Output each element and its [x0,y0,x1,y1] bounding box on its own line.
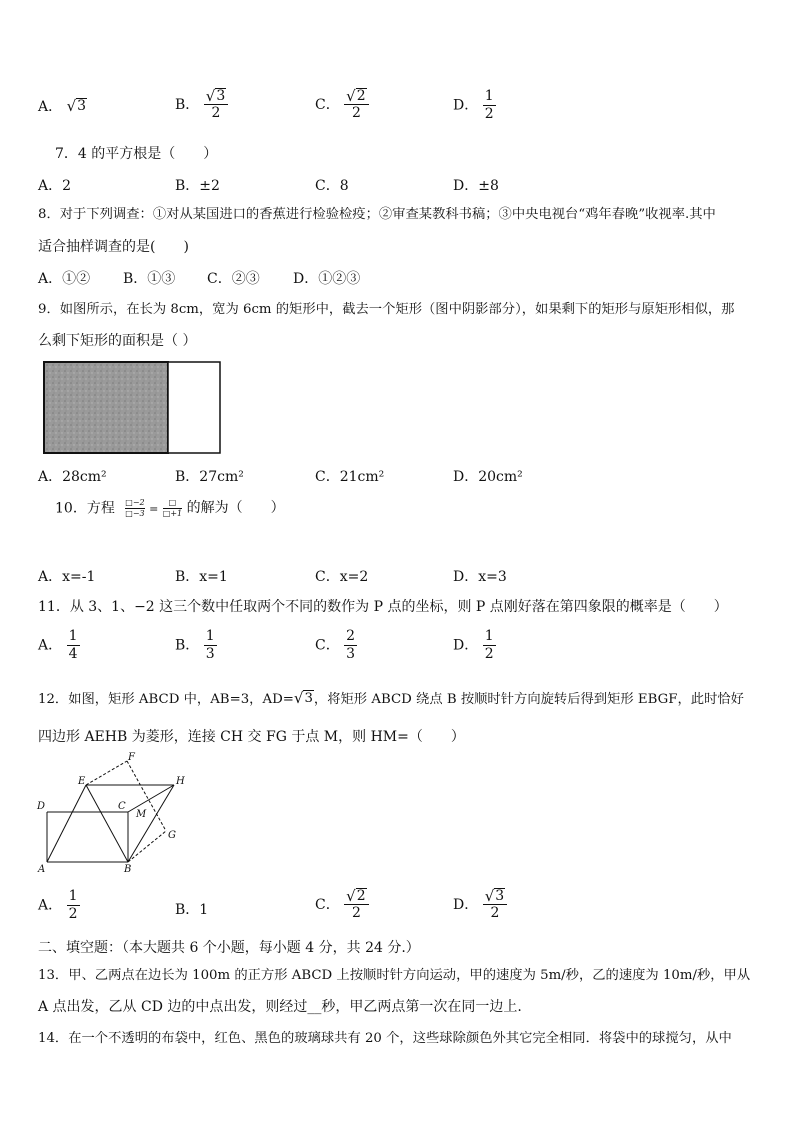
stem-suffix: 的解为（ ） [186,500,285,516]
q7-option-d: D．±8 [453,178,499,194]
stem-part: ，将矩形 ABCD 绕点 B 按顺时针方向旋转后得到矩形 EBGF，此时恰好 [313,692,744,707]
fraction [483,88,496,123]
q9-stem-line2: 么剩下矩形的面积是（ ） [38,333,197,349]
fraction [67,628,80,663]
q9-option-b: B．27cm² [175,469,244,485]
q6-option-d [453,88,496,123]
q11-option-b [175,628,217,663]
q6-option-a [38,96,87,116]
q6-option-b [175,88,228,122]
radicand: 3 [495,888,505,904]
q12-option-c [315,888,369,922]
radicand: 3 [77,98,87,114]
lhs-numerator: □−2 [125,498,145,507]
stem-part: 12．如图，矩形 ABCD 中，AB=3，AD= [38,692,294,707]
q7-option-a: A．2 [38,178,72,194]
q11-stem: 11．从 3、1、−2 这三个数中任取两个不同的数作为 P 点的坐标，则 P 点刚好落在第四象限的概率是（ ） [38,599,728,615]
option-label: D． [453,637,479,654]
denominator: 2 [484,646,494,662]
sqrt-symbol: √ 3 [293,689,313,707]
rhs-fraction [163,498,182,519]
fraction [344,628,357,663]
q10-option-a: A．x=-1 [38,569,96,585]
numerator: 1 [68,888,78,904]
denominator: 3 [205,646,215,662]
q11-option-a [38,628,80,663]
q8-option-b: B．①③ [123,271,176,287]
q8-option-c: C．②③ [207,271,260,287]
option-label: D． [453,97,479,114]
sqrt-symbol: √ 3 [66,97,87,115]
q9-rectangle-figure [40,358,230,458]
radicand: 3 [304,691,313,706]
label-e: E [78,776,86,787]
q9-option-d: D．20cm² [453,469,523,485]
q13-line2: A 点出发，乙从 CD 边的中点出发，则经过__秒，甲乙两点第一次在同一边上. [38,999,522,1015]
numerator: 1 [205,628,215,644]
q6-option-c [315,88,369,122]
label-f: F [128,752,135,763]
radicand: 2 [356,888,366,904]
q14-line1: 14．在一个不透明的布袋中，红色、黑色的玻璃球共有 20 个，这些球除颜色外其它完全相同．将袋中的球搅匀，从中 [38,1031,732,1046]
option-label: C． [315,97,340,113]
q7-option-c: C．8 [315,178,349,194]
fraction: √ 3 2 [204,88,228,122]
lhs-denominator: □−3 [125,509,145,518]
q9-option-a: A．28cm² [38,469,107,485]
q10-option-d: D．x=3 [453,569,507,585]
fraction [204,628,217,663]
option-label: C． [315,897,340,913]
q12-option-d [453,888,507,922]
fraction: √ 3 2 [483,888,507,922]
label-h: H [176,776,185,787]
q12-stem-line1 [38,690,744,710]
option-label: C． [315,637,340,654]
q8-option-d: D．①②③ [293,271,361,287]
numerator: 1 [484,88,494,104]
q12-option-a [38,888,80,923]
shaded-rectangle [44,362,168,453]
equals-sign: = [149,502,159,516]
q11-option-c [315,628,357,663]
numerator: 1 [484,628,494,644]
fraction [483,628,496,663]
q8-option-a: A．①② [38,271,91,287]
option-label: D． [453,897,479,913]
denominator: 2 [68,906,78,922]
denominator: 2 [211,105,221,121]
fraction [67,888,80,923]
remaining-rectangle [168,362,220,453]
option-label: B． [175,97,200,113]
q10-option-b: B．x=1 [175,569,228,585]
radicand: 2 [356,88,366,104]
option-label: B． [175,637,200,654]
q8-stem-line1: 8．对于下列调查：①对从某国进口的香蕉进行检验检疫；②审查某教科书稿；③中央电视台“鸡年春晚”收视率.其中 [38,207,716,222]
numerator: 2 [346,628,356,644]
numerator: 1 [68,628,78,644]
denominator: 4 [68,646,78,662]
option-label: A． [38,99,63,115]
radicand: 3 [216,88,226,104]
section-heading: 二、填空题：（本大题共 6 个小题，每小题 4 分，共 24 分.） [38,940,420,956]
denominator: 3 [346,646,356,662]
denominator: 2 [351,105,361,121]
q9-option-c: C．21cm² [315,469,385,485]
option-label: A． [38,637,63,654]
label-d: D [37,801,46,812]
q11-option-d [453,628,496,663]
denominator: 2 [490,905,500,921]
q12-geometry-figure [30,748,190,878]
fraction: √ 2 2 [344,88,368,122]
stem-prefix: 10．方程 [55,500,115,517]
q10-stem [55,498,285,520]
q12-stem-line2: 四边形 AEHB 为菱形，连接 CH 交 FG 于点 M，则 HM=（ ） [38,729,465,745]
label-c: C [118,801,126,812]
label-a: A [38,864,46,875]
rhs-numerator: □ [168,498,177,507]
q13-line1: 13．甲、乙两点在边长为 100m 的正方形 ABCD 上按顺时针方向运动，甲的速度为 5m/秒，乙的速度为 10m/秒，甲从 [38,968,751,983]
label-g: G [168,830,176,841]
q9-stem-line1: 9．如图所示，在长为 8cm，宽为 6cm 的矩形中，截去一个矩形（图中阴影部分），如果剩下的矩形与原矩形相似，那 [38,302,735,317]
label-b: B [124,864,132,875]
q8-stem-line2: 适合抽样调查的是( ) [38,239,189,255]
option-label: A． [38,897,63,914]
rhs-denominator: □+1 [162,509,183,518]
fraction: √ 2 2 [344,888,368,922]
q12-option-b: B．1 [175,902,209,918]
q7-stem: 7．4 的平方根是（ ） [55,146,218,162]
denominator: 2 [484,106,494,122]
denominator: 2 [351,905,361,921]
lhs-fraction [125,498,144,519]
label-m: M [136,809,147,820]
q10-option-c: C．x=2 [315,569,369,585]
q7-option-b: B．±2 [175,178,220,194]
